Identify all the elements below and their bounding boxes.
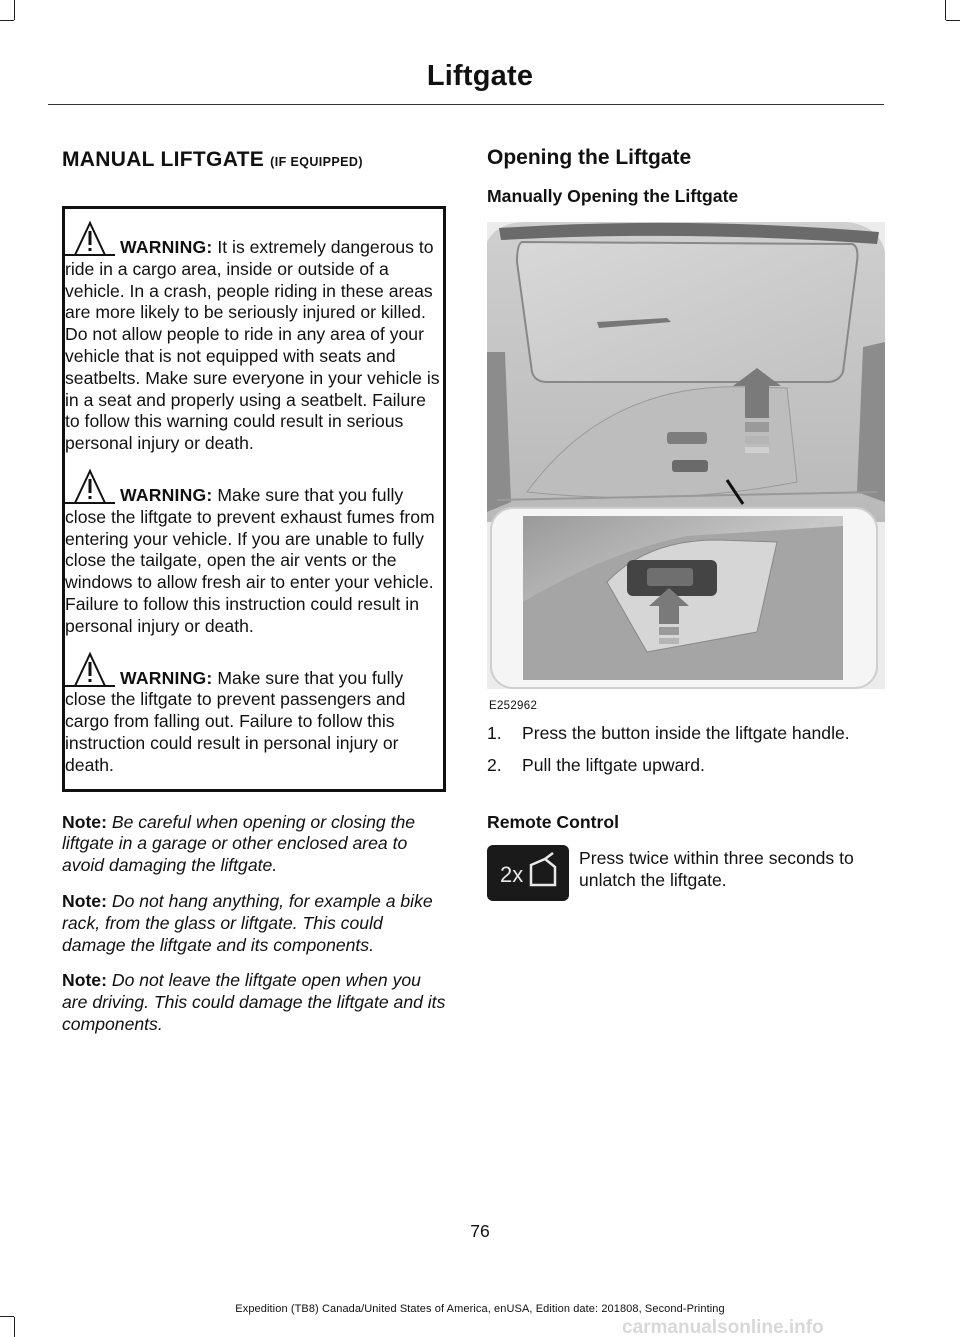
warning-label: WARNING:: [120, 484, 213, 505]
warning-text: [65, 485, 443, 638]
warning-body: Make sure that you fully close the liftgate to prevent exhaust fumes from entering your vehicle. If you are unable to fully close the tailgate, open the air vents or the windows to allow fresh air to enter your vehicle. Failure to follow this instruction could result in personal injury or death.: [65, 484, 435, 636]
crop-mark: [0, 1316, 14, 1317]
note: [62, 812, 446, 877]
step-item: [487, 723, 887, 745]
warning-triangle-icon: [65, 219, 115, 259]
warning-block: [65, 668, 443, 777]
watermark-text: carmanualsonline.info: [622, 1317, 824, 1337]
warning-body: It is extremely dangerous to ride in a cargo area, inside or outside of a vehicle. In a crash, people riding in these areas are more likely to be seriously injured or killed. Do not allow people to ride in any area of your vehicle that is not equipped with seats and seatbelts. Make sure everyone in your vehicle is in a seat and properly using a seatbelt. Failure to follow this warning could result in serious personal injury or death.: [65, 237, 440, 454]
remote-icon-label: 2x: [500, 862, 524, 887]
header-rule: [48, 104, 884, 105]
remote-control-text: Press twice within three seconds to unlatch the liftgate.: [579, 848, 854, 890]
warning-label: WARNING:: [120, 237, 213, 257]
step-item: [487, 755, 887, 777]
crop-mark: [946, 20, 960, 21]
section-title: [62, 148, 446, 172]
crop-mark: [14, 0, 15, 20]
step-text: Press the button inside the liftgate handle.: [522, 723, 850, 743]
right-column: [487, 146, 887, 207]
note-text: Be careful when opening or closing the liftgate in a garage or other enclosed area to avoid damaging the liftgate.: [62, 811, 416, 876]
warning-body: Make sure that you fully close the liftgate to prevent passengers and cargo from falling out. Failure to follow this instruction could result in personal injury or death.: [65, 667, 406, 775]
figure-id: E252962: [489, 700, 538, 712]
liftgate-remote-icon: [487, 845, 569, 901]
step-text: Pull the liftgate upward.: [522, 754, 705, 775]
note-text: Do not leave the liftgate open when you are driving. This could damage the liftgate and its components.: [62, 970, 446, 1034]
step-number: 1.: [487, 723, 502, 743]
warning-text: [65, 237, 443, 455]
crop-mark: [0, 20, 14, 21]
note: [62, 970, 446, 1035]
page-number: 76: [470, 1221, 490, 1241]
note: [62, 891, 446, 956]
page-title: Liftgate: [426, 60, 534, 92]
warning-block: [65, 237, 443, 455]
section-subheading: Manually Opening the Liftgate: [487, 186, 739, 206]
note-label: Note:: [62, 970, 107, 991]
liftgate-illustration: [487, 222, 885, 689]
left-column: [62, 148, 446, 1036]
crop-mark: [14, 1317, 15, 1337]
warning-triangle-icon: [65, 650, 115, 690]
section-title-text: MANUAL LIFTGATE: [62, 148, 265, 171]
section-title-qualifier: (IF EQUIPPED): [270, 155, 363, 169]
crop-mark: [945, 0, 946, 20]
note-label: Note:: [62, 890, 107, 911]
step-number: 2.: [487, 754, 502, 775]
warning-triangle-icon: [65, 467, 115, 507]
page-footer: Expedition (TB8) Canada/United States of America, enUSA, Edition date: 201808, Second-Printing: [235, 1303, 725, 1315]
remote-liftgate-2x-icon: [487, 845, 569, 901]
warning-text: [65, 668, 443, 777]
note-text: Do not hang anything, for example a bike rack, from the glass or liftgate. This could damage the liftgate and its components.: [62, 890, 433, 955]
remote-control-heading: Remote Control: [487, 812, 619, 832]
section-heading: Opening the Liftgate: [487, 146, 692, 169]
warning-box: [62, 206, 446, 792]
steps-list: [487, 723, 887, 787]
note-label: Note:: [62, 811, 107, 832]
liftgate-drawing: [487, 222, 885, 689]
warning-label: WARNING:: [120, 667, 213, 688]
warning-block: [65, 485, 443, 638]
watermark-logo: [622, 1316, 960, 1337]
